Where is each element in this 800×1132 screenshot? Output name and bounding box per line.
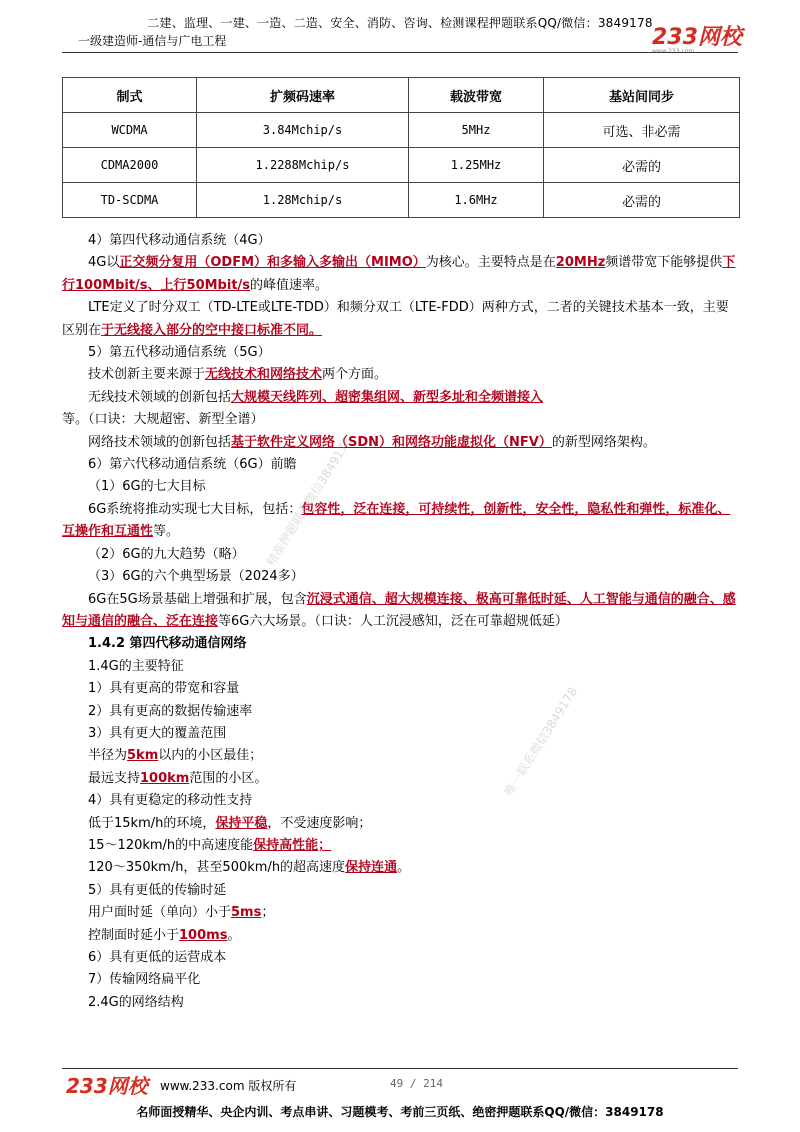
table-header-row — [63, 78, 740, 113]
page-number: 49 / 214 — [390, 1077, 443, 1090]
highlight-text: 5km — [127, 748, 159, 764]
list-item: 6）具有更低的运营成本 — [88, 950, 227, 965]
highlight-text: 包容性，泛在连接，可持续性，创新性，安全性，隐私性和弹性，标准化、互操作和互通性 — [62, 501, 731, 540]
list-detail: 最远支持100km范围的小区。 — [88, 770, 268, 786]
list-item: 2）具有更高的数据传输速率 — [88, 703, 253, 719]
highlight-text: 正交频分复用（ODFM）和多输入多输出（MIMO） — [119, 255, 426, 271]
highlight-text: 100ms — [179, 927, 228, 943]
table-row — [63, 148, 740, 183]
subheading-6g-goals: （1）6G的七大目标 — [88, 479, 206, 495]
watermark: 精准押题联系微信3849178 — [263, 434, 355, 569]
highlight-text: 基于软件定义网络（SDN）和网络功能虚拟化（NFV） — [231, 434, 552, 450]
list-detail: 120～350km/h，甚至500km/h的超高速度保持连通。 — [88, 860, 411, 876]
table-cell: 3.84Mchip/s — [197, 113, 409, 148]
highlight-text: 100km — [140, 770, 190, 786]
highlight-text: 保持高性能； — [253, 837, 332, 853]
highlight-text: 大规模天线阵列、超密集组网、新型多址和全频谱接入 — [231, 389, 544, 405]
table-cell: 必需的 — [544, 183, 740, 218]
comparison-table — [62, 77, 740, 218]
logo-text: 233网校 — [652, 25, 742, 50]
table-row — [63, 183, 740, 218]
table-cell: 5MHz — [409, 113, 544, 148]
table-header-cell: 载波带宽 — [409, 78, 544, 113]
paragraph-5g-source: 技术创新主要来源于无线技术和网络技术两个方面。 — [88, 367, 388, 383]
table-cell: WCDMA — [63, 113, 197, 148]
highlight-text: 无线技术和网络技术 — [205, 367, 323, 383]
highlight-text: 5ms — [231, 905, 262, 921]
list-heading-features: 1.4G的主要特征 — [88, 658, 184, 674]
footer-copyright: www.233.com 版权所有 — [160, 1079, 297, 1093]
highlight-text: 下行100Mbit/s、上行50Mbit/s — [62, 255, 736, 293]
paragraph-6g-scenarios: 6G在5G场景基础上增强和扩展，包含沉浸式通信、超大规模连接、极高可靠低时延、人工智能与通信的融合、感知与通信的融合、泛在连接等6G六大场景。（口诀：人工沉浸感知，泛在可靠超规低延） — [62, 591, 736, 629]
section-heading-142: 1.4.2 第四代移动通信网络 — [88, 636, 247, 652]
paragraph-lte: LTE定义了时分双工（TD-LTE或LTE-TDD）和频分双工（LTE-FDD）两种方式，二者的关键技术基本一致，主要区别在于无线接入部分的空中接口标准不同。 — [62, 300, 729, 338]
table-cell: 可选、非必需 — [544, 113, 740, 148]
table-header-cell: 基站间同步 — [544, 78, 740, 113]
paragraph-5g-network: 网络技术领域的创新包括基于软件定义网络（SDN）和网络功能虚拟化（NFV）的新型网络架构。 — [88, 434, 656, 450]
table-row — [63, 113, 740, 148]
footer-contact-line: 名师面授精华、央企内训、考点串讲、习题模考、考前三页纸、绝密押题联系QQ/微信：3849178 — [136, 1105, 664, 1119]
highlight-text: 沉浸式通信、超大规模连接、极高可靠低时延、人工智能与通信的融合、感知与通信的融合、泛在连接 — [62, 591, 736, 629]
watermark: 唯一联系微信3849178 — [501, 684, 581, 799]
subheading-6g-scenarios: （3）6G的六个典型场景（2024多） — [88, 569, 304, 585]
highlight-text: 于无线接入部分的空中接口标准不同。 — [101, 322, 323, 338]
list-detail: 用户面时延（单向）小于5ms； — [88, 905, 275, 921]
table-header-cell: 制式 — [63, 78, 197, 113]
footer-divider — [62, 1068, 738, 1069]
list-detail: 15～120km/h的中高速度能保持高性能； — [88, 837, 332, 853]
highlight-text: 保持连通 — [345, 860, 398, 876]
table-cell: 必需的 — [544, 148, 740, 183]
brand-logo — [652, 20, 742, 55]
header-divider — [62, 52, 738, 53]
table-cell: 1.2288Mchip/s — [197, 148, 409, 183]
paragraph-4g-intro: 4G以正交频分复用（ODFM）和多输入多输出（MIMO）为核心。主要特点是在20MHz频谱带宽下能够提供下行100Mbit/s、上行50Mbit/s的峰值速率。 — [62, 255, 736, 293]
table-cell: TD-SCDMA — [63, 183, 197, 218]
document-subtitle: 一级建造师-通信与广电工程 — [78, 34, 227, 48]
list-item: 3）具有更大的覆盖范围 — [88, 725, 227, 741]
highlight-text: 20MHz — [555, 255, 606, 271]
paragraph-5g-wireless: 无线技术领域的创新包括大规模天线阵列、超密集组网、新型多址和全频谱接入等。（口诀：大规超密、新型全谱） — [62, 389, 544, 428]
section-heading-4g: 4）第四代移动通信系统（4G） — [88, 233, 271, 248]
header-contact-line: 二建、监理、一建、一造、二造、安全、消防、咨询、检测课程押题联系QQ/微信：3849178 — [147, 16, 653, 30]
highlight-text: 保持平稳 — [215, 815, 268, 831]
list-item: 5）具有更低的传输时延 — [88, 882, 227, 898]
table-cell: 1.25MHz — [409, 148, 544, 183]
table-cell: 1.6MHz — [409, 183, 544, 218]
paragraph-6g-goals: 6G系统将推动实现七大目标，包括：包容性，泛在连接，可持续性，创新性，安全性，隐私性和弹性，标准化、互操作和互通性等。 — [62, 501, 731, 540]
list-item: 1）具有更高的带宽和容量 — [88, 681, 240, 697]
table-cell: CDMA2000 — [63, 148, 197, 183]
section-heading-5g: 5）第五代移动通信系统（5G） — [88, 345, 271, 361]
list-detail: 低于15km/h的环境，保持平稳，不受速度影响； — [88, 815, 372, 831]
list-item: 7）传输网络扁平化 — [88, 972, 201, 988]
table-header-cell: 扩频码速率 — [197, 78, 409, 113]
footer-logo: 233网校 — [66, 1074, 148, 1098]
section-heading-6g: 6）第六代移动通信系统（6G）前瞻 — [88, 457, 297, 473]
list-detail: 半径为5km以内的小区最佳； — [88, 748, 263, 764]
document-body — [62, 230, 740, 1014]
list-detail: 控制面时延小于100ms。 — [88, 927, 241, 943]
subheading-6g-trends: （2）6G的九大趋势（略） — [88, 546, 245, 562]
table-cell: 1.28Mchip/s — [197, 183, 409, 218]
list-item: 4）具有更稳定的移动性支持 — [88, 793, 253, 809]
list-heading-structure: 2.4G的网络结构 — [88, 994, 184, 1010]
